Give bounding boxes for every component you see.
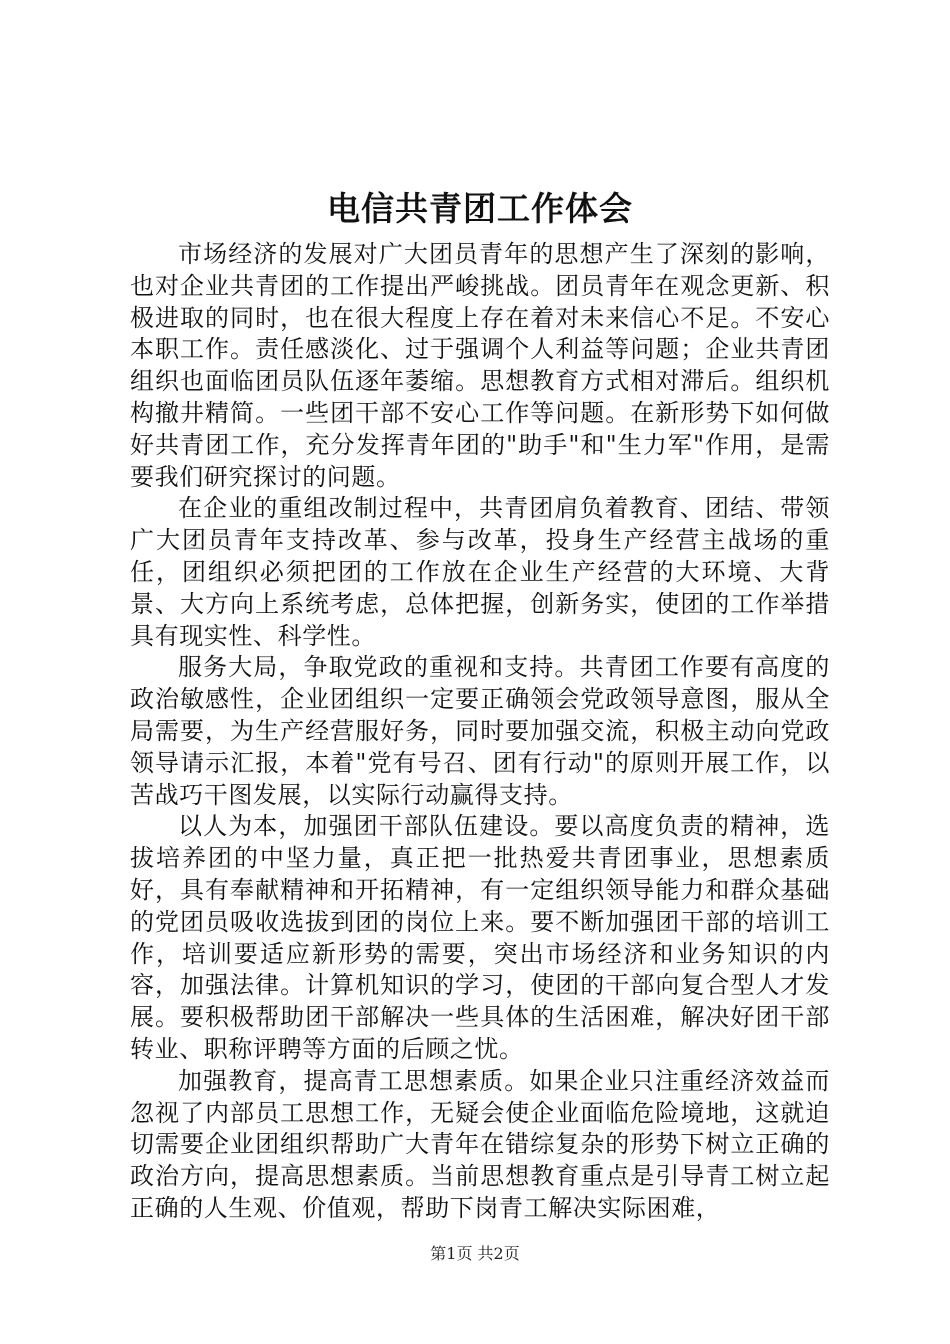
page-footer — [0, 1243, 950, 1265]
paragraph: 加强教育，提高青工思想素质。如果企业只注重经济效益而忽视了内部员工思想工作，无疑会使企业面临危险境地，这就迫切需要企业团组织帮助广大青年在错综复杂的形势下树立正确的政治方向，提高思想素质。当前思想教育重点是引导青工树立起正确的人生观、价值观，帮助下岗青工解决实际困难， — [130, 1066, 830, 1222]
document-body — [130, 239, 830, 1225]
document-title: 电信共青团工作体会 — [327, 189, 633, 228]
paragraph: 以人为本，加强团干部队伍建设。要以高度负责的精神，选拔培养团的中坚力量，真正把一批热爱共青团事业，思想素质好，具有奉献精神和开拓精神，有一定组织领导能力和群众基础的党团员吸收选拔到团的岗位上来。要不断加强团干部的培训工作，培训要适应新形势的需要，突出市场经济和业务知识的内容，加强法律。计算机知识的学习，使团的干部向复合型人才发展。要积极帮助团干部解决一些具体的生活困难，解决好团干部转业、职称评聘等方面的后顾之忧。 — [130, 812, 830, 1063]
paragraph: 服务大局，争取党政的重视和支持。共青团工作要有高度的政治敏感性，企业团组织一定要正确领会党政领导意图，服从全局需要，为生产经营服好务，同时要加强交流，积极主动向党政领导请示汇报，本着"党有号召、团有行动"的原则开展工作，以苦战巧干图发展，以实际行动赢得支持。 — [130, 653, 830, 809]
paragraph: 市场经济的发展对广大团员青年的思想产生了深刻的影响，也对企业共青团的工作提出严峻挑战。团员青年在观念更新、积极进取的同时，也在很大程度上存在着对未来信心不足。不安心本职工作。责任感淡化、过于强调个人利益等问题；企业共青团组织也面临团员队伍逐年萎缩。思想教育方式相对滞后。组织机构撤井精简。一些团干部不安心工作等问题。在新形势下如何做好共青团工作，充分发挥青年团的"助手"和"生力军"作用，是需要我们研究探讨的问题。 — [130, 240, 830, 491]
paragraph: 在企业的重组改制过程中，共青团肩负着教育、团结、带领广大团员青年支持改革、参与改革，投身生产经营主战场的重任，团组织必须把团的工作放在企业生产经营的大环境、大背景、大方向上系统考虑，总体把握，创新务实，使团的工作举措具有现实性、科学性。 — [130, 494, 830, 650]
document-page — [130, 183, 830, 1225]
page-number: 第1页 共2页 — [430, 1244, 520, 1263]
